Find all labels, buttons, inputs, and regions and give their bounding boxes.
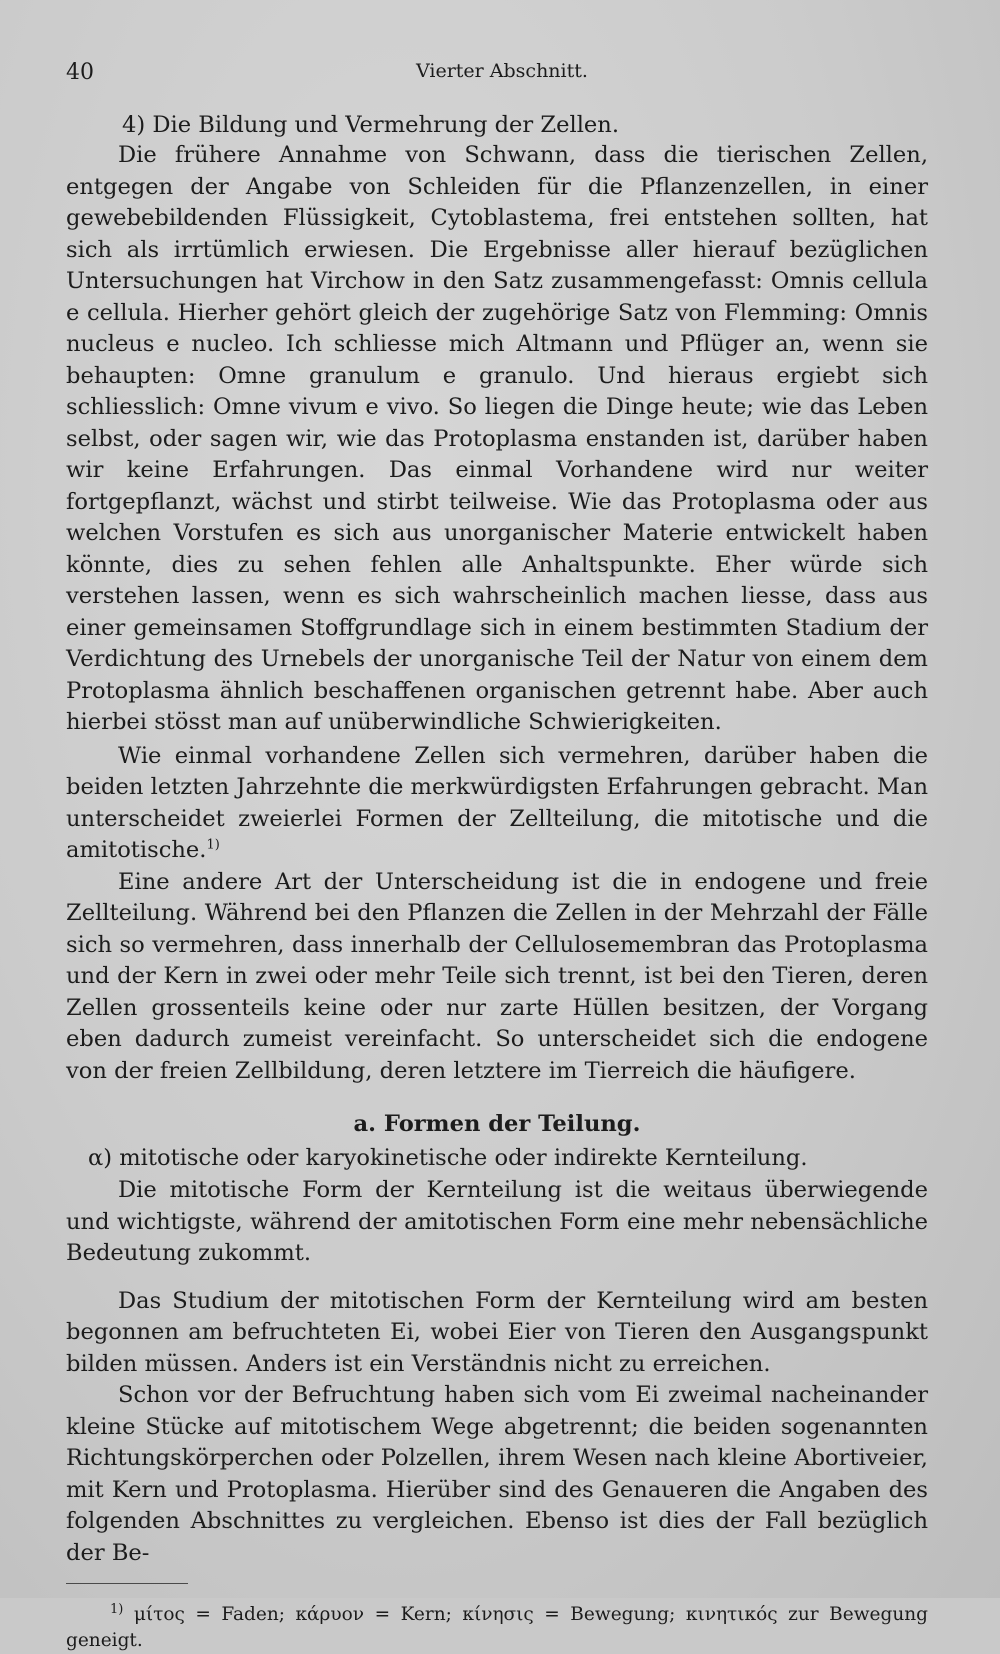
footnote-reference: 1) bbox=[206, 837, 220, 853]
running-head bbox=[66, 60, 928, 96]
paragraph-polar-bodies: Schon vor der Befruchtung haben sich vom Ei zweimal nacheinander kleine Stücke auf mitotischem Wege abgetrennt; die beiden sogenannten Richtungskörperchen oder Polzellen, ihrem Wesen nach kleine Abortiveier, mit Kern und Protoplasma. Hierüber sind des Genaueren die Angaben des folgenden Abschnittes zu vergleichen. Ebenso ist dies der Fall bezüglich der Be- bbox=[66, 1382, 928, 1566]
paragraph-mitotic-form: Die mitotische Form der Kernteilung ist die weitaus überwiegende und wichtigste, während der amitotischen Form eine mehr nebensächliche Bedeutung zukommt. bbox=[66, 1177, 928, 1266]
running-title: Vierter Abschnitt. bbox=[416, 60, 588, 82]
subsection-heading: a. Formen der Teilung. bbox=[353, 1111, 641, 1137]
section-heading: 4) Die Bildung und Vermehrung der Zellen. bbox=[122, 112, 620, 138]
page-number: 40 bbox=[66, 60, 94, 85]
footnote-text: μίτος = Faden; κάρυον = Kern; κίνησις = Bewegung; κινητικός zur Bewegung geneigt. bbox=[66, 1604, 928, 1651]
footnote-divider bbox=[66, 1583, 188, 1584]
footnote-marker: 1) bbox=[110, 1601, 124, 1617]
sub-subsection-heading: α) mitotische oder karyokinetische oder indirekte Kernteilung. bbox=[88, 1145, 808, 1171]
paragraph-cell-division-forms bbox=[66, 741, 928, 867]
paragraph-study-egg: Das Studium der mitotischen Form der Kernteilung wird am besten begonnen am befruchteten Ei, wobei Eier von Tieren den Ausgangspunkt bilden müssen. Anders ist ein Verständnis nicht zu erreichen. bbox=[66, 1287, 928, 1377]
paragraph-cell-origin: Die frühere Annahme von Schwann, dass die tierischen Zellen, entgegen der Angabe von Schleiden für die Pflanzenzellen, in einer gewebebildenden Flüssigkeit, Cytoblastema, frei entstehen sollten, hat sich als irrtümlich erwiesen. Die Ergebnisse aller hierauf bezüglichen Untersuchungen hat Virchow in den Satz zusammengefasst: Omnis cellula e cellula. Hierher gehört gleich der zugehörige Satz von Flemming: Omnis nucleus e nucleo. Ich schliesse mich Altmann und Pflüger an, wenn sie behaupten: Omne granulum e granulo. Und hieraus ergiebt sich schliesslich: Omne vivum e vivo. So liegen die Dinge heute; wie das Leben selbst, oder sagen wir, wie das Protoplasma enstanden ist, darüber haben wir keine Erfahrungen. Das einmal Vorhandene wird nur weiter fortgepflanzt, wächst und stirbt teilweise. Wie das Protoplasma oder aus welchen Vorstufen es sich aus unorganischer Materie entwickelt haben könnte, dies zu sehen fehlen alle Anhaltspunkte. Eher würde sich verstehen lassen, wenn es sich wahrscheinlich machen liesse, dass aus einer gemeinsamen Stoffgrundlage sich in einem bestimmten Stadium der Verdichtung des Urnebels der unorganische Teil der Natur von einem dem Protoplasma ähnlich beschaffenen organischen getrennt habe. Aber auch hierbei stösst man auf unüberwindliche Schwierigkeiten. bbox=[66, 142, 928, 735]
paragraph-endogenous-free: Eine andere Art der Unterscheidung ist die in endogene und freie Zellteilung. Während bei den Pflanzen die Zellen in der Mehrzahl der Fälle sich so vermehren, dass innerhalb der Cellulosemembran das Protoplasma und der Kern in zwei oder mehr Teile sich trennt, ist bei den Tieren, deren Zellen grossenteils keine oder nur zarte Hüllen besitzen, der Vorgang eben dadurch zumeist vereinfacht. So unterscheidet sich die endogene von der freien Zellbildung, deren letztere im Tierreich die häufigere. bbox=[66, 868, 928, 1084]
footnote bbox=[66, 1602, 928, 1654]
paragraph-text: Wie einmal vorhandene Zellen sich vermehren, darüber haben die beiden letzten Jahrzehnte die merkwürdigsten Erfahrungen gebracht. Man unterscheidet zweierlei Formen der Zellteilung, die mitotische und die amitotische. bbox=[66, 742, 928, 863]
